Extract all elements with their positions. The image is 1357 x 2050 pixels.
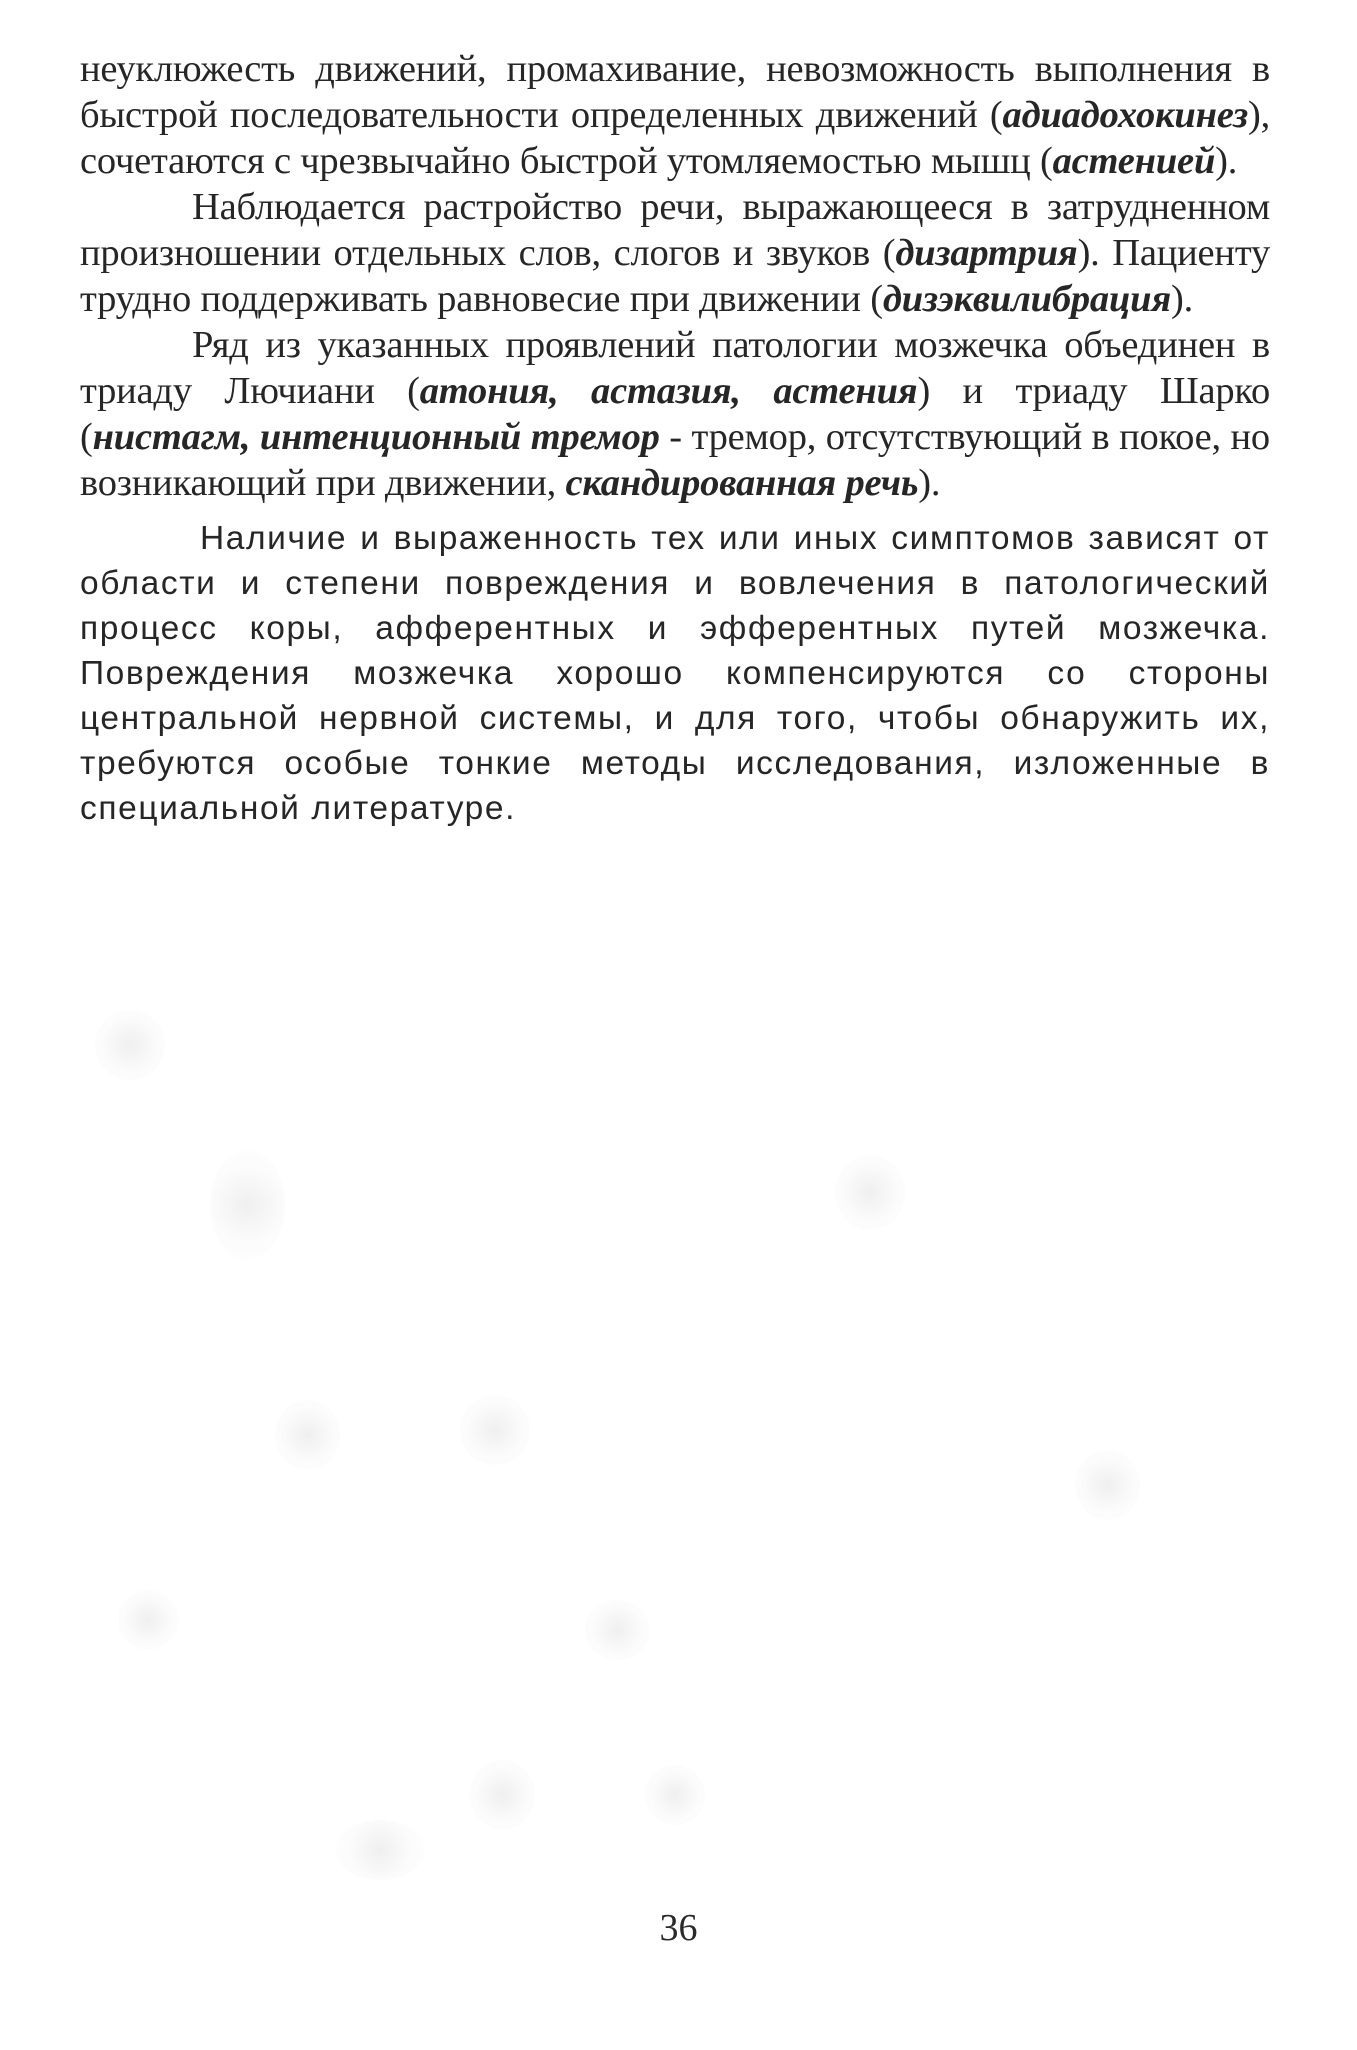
text-run: ). xyxy=(1171,278,1194,320)
text-run: ). Пациенту трудно поддерживать равновесие при движении ( xyxy=(80,232,1270,320)
text-run: ), сочетаются с чрезвычайно быстрой утомляемостью мышц ( xyxy=(80,94,1270,182)
scan-spot xyxy=(460,1395,530,1465)
medical-term: дизэквилибрация xyxy=(882,278,1172,320)
text-run: неуклюжесть движений, промахивание, невозможность выполнения в быстрой последовательности определенных движений ( xyxy=(80,48,1270,136)
text-run: Наблюдается растройство речи, выражающееся в затрудненном произношении отдельных слов, слогов и звуков ( xyxy=(80,186,1270,274)
scan-spot xyxy=(585,1600,650,1660)
scan-spot xyxy=(95,1010,165,1080)
paragraph-dysarthria xyxy=(80,184,1270,322)
medical-term: атония, астазия, астения xyxy=(419,370,918,412)
scan-spot xyxy=(275,1400,340,1470)
text-run: ) и триаду Шарко ( xyxy=(80,370,1270,458)
medical-term: адиадохокинез xyxy=(1002,94,1248,136)
scan-spot xyxy=(335,1820,425,1880)
scan-spot xyxy=(1075,1450,1140,1520)
scan-spot xyxy=(645,1765,705,1825)
scan-spot xyxy=(835,1155,905,1230)
paragraph-triads xyxy=(80,322,1270,506)
page-number: 36 xyxy=(659,1907,698,1949)
text-run: Наличие и выраженность тех или иных симптомов зависят от области и степени повреждения и вовлечения в патологический процесс коры, афферентных и эфферентных путей мозжечка. Повреждения мозжечка хорошо компенсируются со стороны центральной нервной системы, и для того, чтобы обнаружить их, требуются особые тонкие методы исследования, изложенные в специальной литературе. xyxy=(80,520,1270,827)
medical-term: нистагм, интенционный тремор xyxy=(92,416,660,458)
medical-term: скандированная речь xyxy=(565,462,919,504)
text-run: ). xyxy=(918,462,941,504)
paragraph-adiadochokinesis xyxy=(80,46,1270,184)
paragraph-symptoms xyxy=(80,516,1270,831)
medical-term: астенией xyxy=(1052,140,1216,182)
scan-spot xyxy=(210,1150,285,1260)
text-run: Ряд из указанных проявлений патологии мозжечка объединен в триаду Лючиани ( xyxy=(80,324,1270,412)
medical-term: дизартрия xyxy=(895,232,1078,274)
scan-spot xyxy=(470,1760,535,1830)
document-page xyxy=(80,46,1270,831)
scan-spot xyxy=(118,1590,178,1650)
text-run: ). xyxy=(1215,140,1238,182)
text-run: - тремор, отсутствующий в покое, но возникающий при движении, xyxy=(80,416,1270,504)
